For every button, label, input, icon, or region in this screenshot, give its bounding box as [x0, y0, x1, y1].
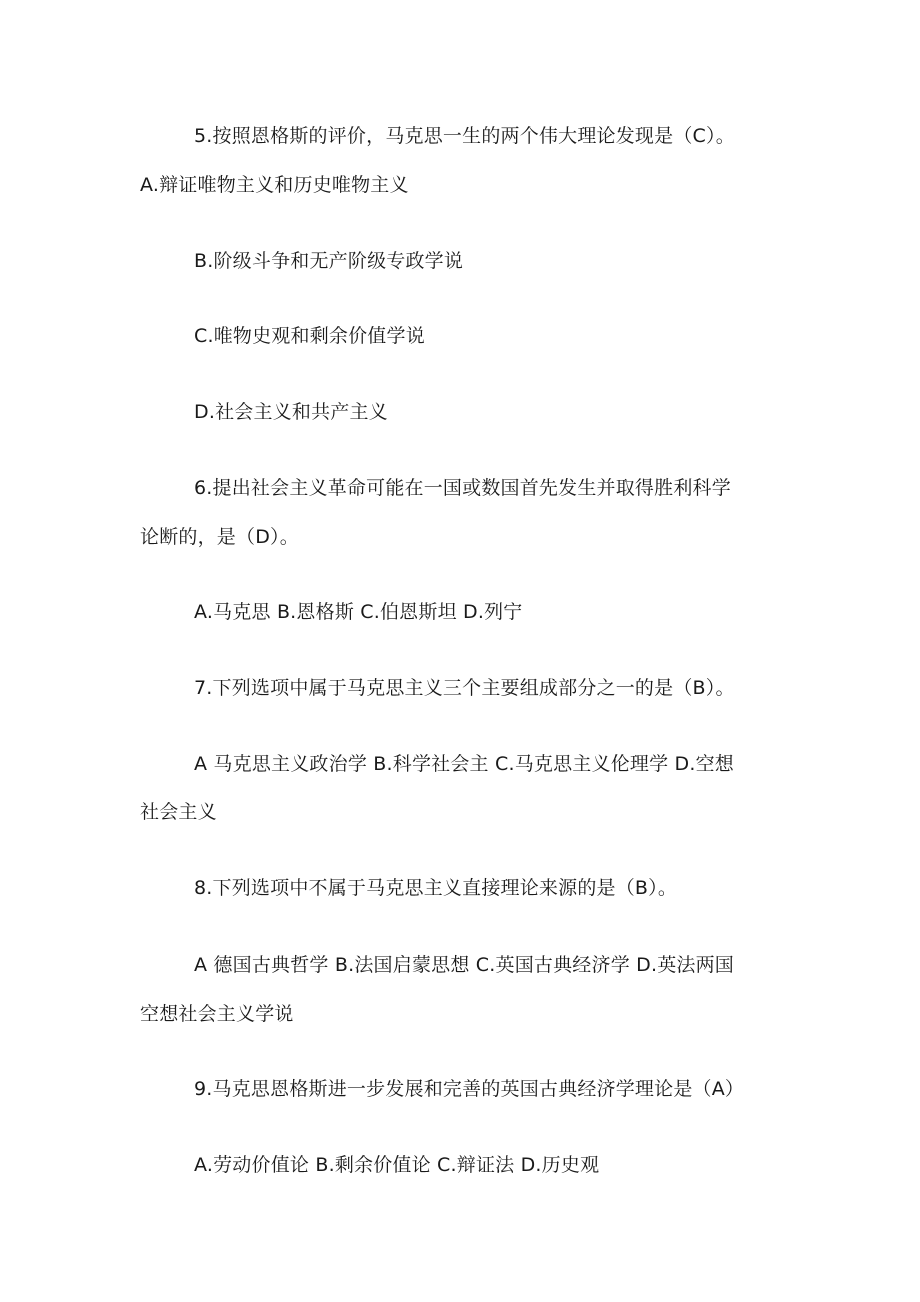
question-8-options: A 德国古典哲学 B.法国启蒙思想 C.英国古典经济学 D.英法两国 [194, 954, 735, 976]
question-5-option-b: B.阶级斗争和无产阶级专政学说 [194, 250, 464, 272]
question-9-options: A.劳动价值论 B.剩余价值论 C.辩证法 D.历史观 [194, 1154, 600, 1176]
question-6: 6.提出社会主义革命可能在一国或数国首先发生并取得胜利科学 [194, 477, 731, 499]
question-5-option-c: C.唯物史观和剩余价值学说 [194, 325, 425, 347]
question-9: 9.马克思恩格斯进一步发展和完善的英国古典经济学理论是（A） [194, 1078, 745, 1100]
question-8: 8.下列选项中不属于马克思主义直接理论来源的是（B）。 [194, 877, 678, 899]
question-5: 5.按照恩格斯的评价，马克思一生的两个伟大理论发现是（C）。 [194, 125, 735, 147]
question-7-options-continued: 社会主义 [140, 801, 217, 823]
question-5-option-d: D.社会主义和共产主义 [194, 401, 388, 423]
question-5-option-a: A.辩证唯物主义和历史唯物主义 [140, 174, 409, 196]
question-6-continued: 论断的，是（D）。 [140, 526, 299, 548]
question-8-options-continued: 空想社会主义学说 [140, 1003, 294, 1025]
question-7: 7.下列选项中属于马克思主义三个主要组成部分之一的是（B）。 [194, 677, 735, 699]
question-6-options: A.马克思 B.恩格斯 C.伯恩斯坦 D.列宁 [194, 601, 523, 623]
question-7-options: A 马克思主义政治学 B.科学社会主 C.马克思主义伦理学 D.空想 [194, 753, 735, 775]
